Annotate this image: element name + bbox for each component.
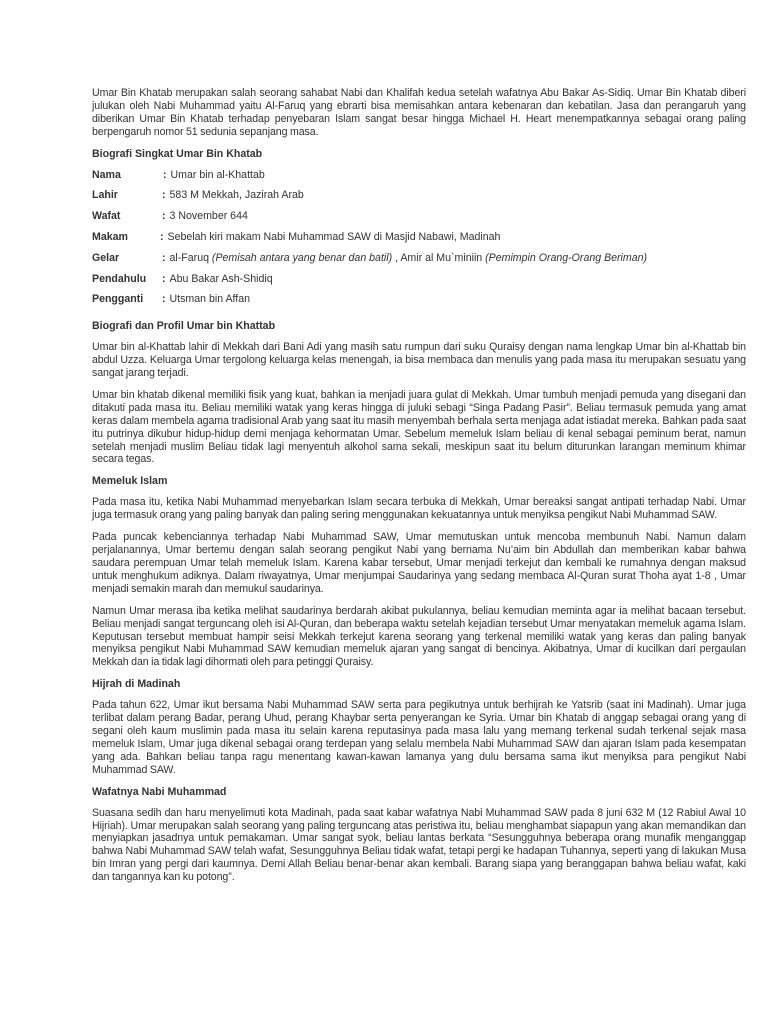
profil-paragraph: Umar bin khatab dikenal memiliki fisik yang kuat, bahkan ia menjadi juara gulat di Mekkah. Umar tumbuh menjadi pemuda yang disegani dan ditakuti pada masa itu. Beliau memiliki watak yang keras hingga di juluki sebagi “Singa Padang Pasir”. Beliau termasuk pemuda yang amat keras dalam membela agama tradisional Arab yang saat itu masih menyembah berhala serta menjaga adat istiadat mereka. Bahkan pada saat itu putrinya dikubur hidup-hidup demi menjaga kehormatan Umar. Sebelum memeluk Islam beliau di kenal sebagai peminum berat, namun setelah menjadi muslim Beliau tidak lagi menyentuh alkohol sama sekali, meskipun saat itu belum diturunkan larangan meminum khimar secara tegas. bbox=[92, 388, 746, 466]
bio-label: Makam bbox=[92, 231, 128, 244]
bio-label: Lahir bbox=[92, 189, 118, 202]
bio-value: Utsman bin Affan bbox=[169, 293, 251, 306]
wafat-paragraph: Suasana sedih dan haru menyelimuti kota Madinah, pada saat kabar wafatnya Nabi Muhammad SAW pada 8 juni 632 M (12 Rabiul Awal 10 Hijriah). Umar merupakan salah seorang yang paling terguncang atas peristiwa itu, beliau menghambat siapapun yang akan memandikan dan menyiapkan jasadnya untuk pemakaman. Umar sangat syok, beliau lantas berkata “Sesungguhnya beberapa orang munafik menganggap bahwa Nabi Muhammad SAW telah wafat, Sesungguhnya Beliau tidak wafat, tetapi pergi ke hadapan Tuhannya, seperti yang di lakukan Musa bin Imran yang pergi dari kaumnya. Demi Allah Beliau benar-benar akan kembali. Barang siapa yang beranggapan bahwa beliau wafat, kaki dan tangannya kan ku potong”. bbox=[92, 806, 746, 884]
bio-value: 3 November 644 bbox=[169, 210, 248, 223]
bio-value: 583 M Mekkah, Jazirah Arab bbox=[169, 189, 304, 202]
bio-table bbox=[92, 169, 746, 315]
article-body bbox=[92, 87, 746, 893]
bio-row-pengganti bbox=[92, 293, 746, 314]
bio-colon: : bbox=[162, 251, 166, 264]
bio-label: Pengganti bbox=[92, 293, 144, 306]
bio-value: Abu Bakar Ash-Shidiq bbox=[169, 272, 273, 285]
wafat-heading: Wafatnya Nabi Muhammad bbox=[92, 785, 227, 798]
memeluk-paragraph: Namun Umar merasa iba ketika melihat saudarinya berdarah akibat pukulannya, beliau kemudian meminta agar ia melihat bacaan tersebut. Beliau menjadi sangat terguncang oleh isi Al-Quran, dan beberapa waktu setelah kejadian tersebut Umar menyatakan memeluk agama Islam. Keputusan tersebut membuat hampir seisi Mekkah terkejut karena seorang yang terkenal memiliki watak yang keras dan paling banyak menyiksa pengikut Nabi Muhammad SAW kemudian memeluk ajaran yang sangat di bencinya. Akibatnya, Umar di kucilkan dari pergaulan Mekkah dan ia tidak lagi dihormati oleh para petinggi Quraisy. bbox=[92, 604, 746, 669]
bio-label: Gelar bbox=[92, 251, 120, 264]
bio-colon: : bbox=[162, 293, 166, 306]
bio-label: Wafat bbox=[92, 210, 121, 223]
hijrah-heading: Hijrah di Madinah bbox=[92, 678, 181, 691]
gelar-title-2: , Amir al Mu`miniin bbox=[392, 251, 486, 264]
memeluk-paragraph: Pada masa itu, ketika Nabi Muhammad menyebarkan Islam secara terbuka di Mekkah, Umar bereaksi sangat antipati terhadap Nabi. Umar juga termasuk orang yang paling banyak dan paling sering menggunakan kekuatannya untuk menyiksa pengikut Nabi Muhammad SAW. bbox=[92, 496, 746, 522]
bio-row-lahir bbox=[92, 189, 746, 210]
bio-label: Pendahulu bbox=[92, 272, 147, 285]
memeluk-heading: Memeluk Islam bbox=[92, 475, 168, 488]
bio-value: Umar bin al-Khattab bbox=[170, 168, 265, 181]
bio-value: Sebelah kiri makam Nabi Muhammad SAW di Masjid Nabawi, Madinah bbox=[167, 231, 501, 244]
bio-colon: : bbox=[163, 168, 167, 181]
bio-colon: : bbox=[162, 272, 166, 285]
bio-row-pendahulu bbox=[92, 273, 746, 294]
bio-value bbox=[170, 252, 648, 264]
gelar-meaning-2: (Pemimpin Orang-Orang Beriman) bbox=[485, 251, 648, 264]
bio-label: Nama bbox=[92, 168, 121, 181]
bio-row-nama bbox=[92, 169, 746, 190]
profil-paragraph: Umar bin al-Khattab lahir di Mekkah dari Bani Adi yang masih satu rumpun dari suku Quraisy dengan nama lengkap Umar bin al-Khattab bin abdul Uzza. Keluarga Umar tergolong keluarga kelas menengah, ia bisa membaca dan menulis yang pada masa itu merupakan sesuatu yang sangat jarang terjadi. bbox=[92, 341, 746, 380]
bio-row-wafat bbox=[92, 210, 746, 231]
gelar-meaning-1: (Pemisah antara yang benar dan batil) bbox=[211, 251, 393, 264]
bio-heading: Biografi Singkat Umar Bin Khatab bbox=[92, 147, 263, 160]
gelar-title-1: al-Faruq bbox=[169, 251, 212, 264]
bio-colon: : bbox=[160, 231, 164, 244]
bio-row-gelar bbox=[92, 252, 746, 273]
intro-paragraph: Umar Bin Khatab merupakan salah seorang sahabat Nabi dan Khalifah kedua setelah wafatnya Abu Bakar As-Sidiq. Umar Bin Khatab diberi julukan oleh Nabi Muhammad yaitu Al-Faruq yang ebrarti bisa memisahkan antara kebenaran dan kebatilan. Jasa dan perangaruh yang diberikan Umar Bin Khatab terhadap penyebaran Islam sangat besar hingga Michael H. Heart menempatkannya sebagai orang paling berpengaruh nomor 51 sedunia sepanjang masa. bbox=[92, 87, 746, 138]
bio-colon: : bbox=[162, 189, 166, 202]
bio-colon: : bbox=[162, 210, 166, 223]
bio-row-makam bbox=[92, 231, 746, 252]
profil-heading: Biografi dan Profil Umar bin Khattab bbox=[92, 320, 276, 333]
memeluk-paragraph: Pada puncak kebenciannya terhadap Nabi Muhammad SAW, Umar memutuskan untuk mencoba membunuh Nabi. Namun dalam perjalanannya, Umar bertemu dengan salah seorang pengikut Nabi yang bernama Nu’aim bin Abdullah dan memberikan kabar bahwa saudara perempuan Umar telah memeluk Islam. Karena kabar tersebut, Umar menjadi terkejut dan kembali ke rumahnya dengan maksud untuk menghukum adiknya. Dalam riwayatnya, Umar menjumpai Saudarinya yang sedang membaca Al-Quran surat Thoha ayat 1-8 , Umar menjadi semakin marah dan memukul saudarinya. bbox=[92, 531, 746, 595]
hijrah-paragraph: Pada tahun 622, Umar ikut bersama Nabi Muhammad SAW serta para pegikutnya untuk berhijrah ke Yatsrib (saat ini Madinah). Umar juga terlibat dalam perang Badar, perang Uhud, perang Khaybar serta penyerangan ke Syria. Umar bin Khatab di anggap sebagai orang yang di segani oleh kaum muslimin pada masa itu selain karena reputasinya pada masa lalu yang memang terkenal sudah terkenal sejak masa memeluk Islam, Umar juga dikenal sebagai orang terdepan yang selalu membela Nabi Muhammad SAW dan ajaran Islam pada kesempatan yang ada. Bahkan beliau tanpa ragu menentang kawan-kawan lamanya yang dulu bersama sama ikut menyiksa para pengikut Nabi Muhammad SAW. bbox=[92, 699, 746, 776]
